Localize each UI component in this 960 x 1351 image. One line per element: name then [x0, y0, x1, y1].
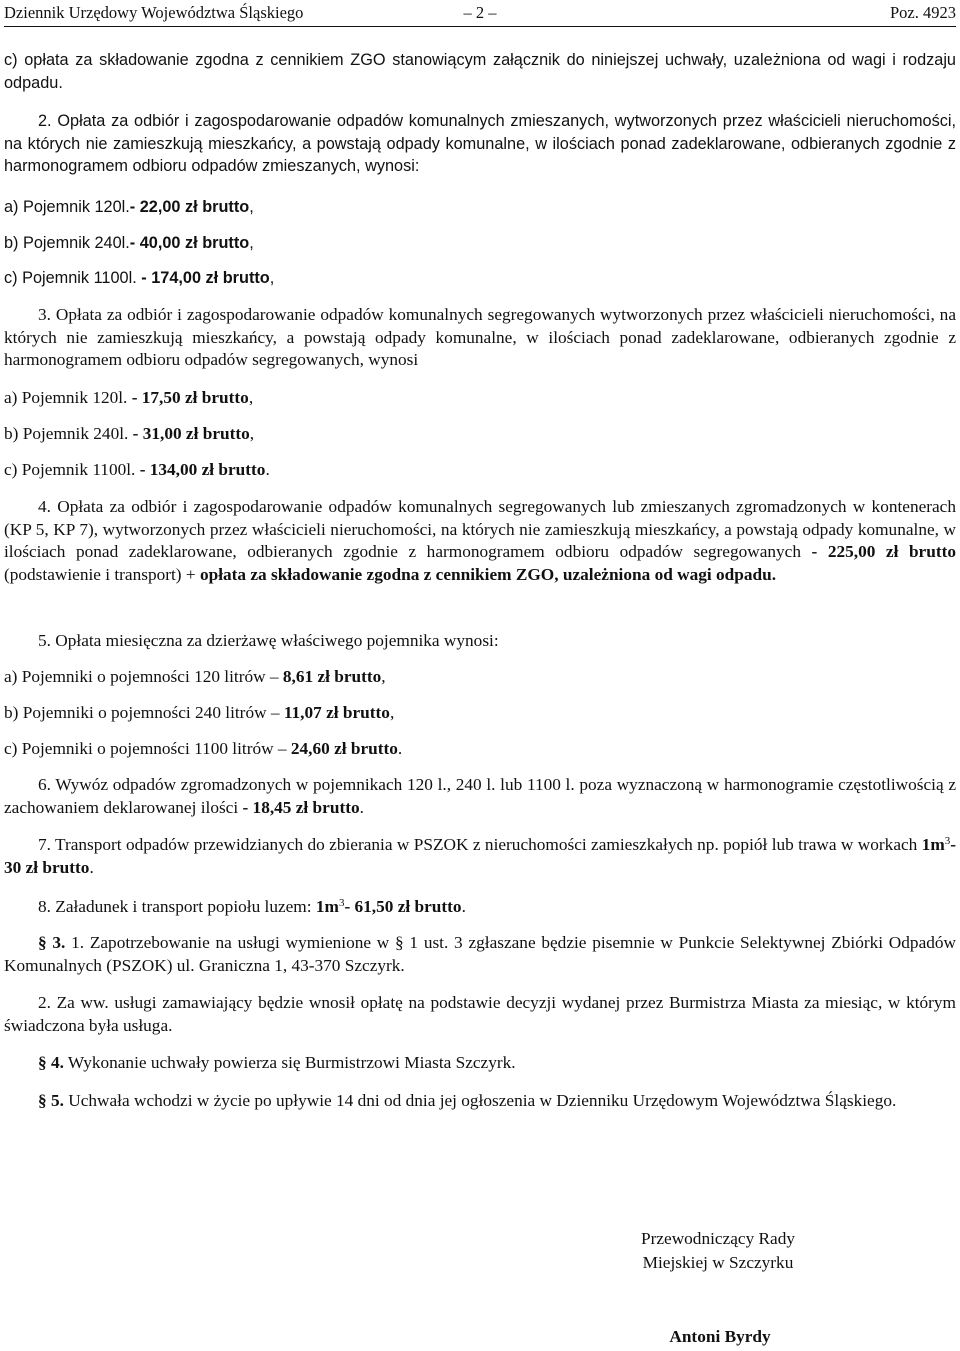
signature-role-line-2: Miejskiej w Szczyrku	[642, 1253, 794, 1272]
position-number: Poz. 4923	[890, 3, 956, 22]
paragraph-3-mark: § 3.	[38, 933, 66, 952]
section-8-text: 8. Załadunek i transport popiołu luzem: $1m^3-$ 61,50 zł brutto.	[38, 897, 466, 916]
section-6-text: 6. Wywóz odpadów zgromadzonych w pojemnikach 120 l., 240 l. lub 1100 l. poza wyznaczoną w harmonogramie częstotliwością z zachowaniem deklarowanej ilości - 18,45 zł brutto.	[4, 775, 956, 817]
section-3-body: Opłata za odbiór i zagospodarowanie odpadów komunalnych segregowanych wytworzonych przez właścicieli nieruchomości, na których nie zamieszkują mieszkańcy, a powstają odpady komunalne, w ilościach ponad zadeklarowane, odbieranych zgodnie z harmonogramem odbioru odpadów segregowanych, wynosi	[4, 305, 956, 369]
list-item: a) Pojemnik 120l.- 22,00 zł brutto,	[4, 198, 254, 216]
paragraph-5: § 5. Uchwała wchodzi w życie po upływie 14 dni od dnia jej ogłoszenia w Dzienniku Urzędowym Województwa Śląskiego.	[38, 1091, 897, 1110]
paragraph-3-point-1: § 3. 1. Zapotrzebowanie na usługi wymienione w § 1 ust. 3 zgłaszane będzie pisemnie w Punkcie Selektywnej Zbiórki Odpadów Komunalnych (PSZOK) ul. Graniczna 1, 43-370 Szczyrk.	[4, 933, 956, 975]
section-7-text: 7. Transport odpadów przewidzianych do zbierania w PSZOK z nieruchomości zamieszkałych np. popiół lub trawa w workach $1m^3-$ 30 zł brutto.	[4, 835, 956, 877]
list-item: b) Pojemnik 240l.- 40,00 zł brutto,	[4, 234, 254, 252]
section-4-text: 4. Opłata za odbiór i zagospodarowanie odpadów komunalnych segregowanych lub zmieszanych zgromadzonych w kontenerach (KP 5, KP 7), wytworzonych przez właścicieli nieruchomości, na których nie zamieszkują mieszkańcy, a powstają odpady komunalne, w ilościach ponad zadeklarowane, odbieranych zgodnie z harmonogramem odbioru odpadów segregowanych - 225,00 zł brutto (podstawienie i transport) + opłata za składowanie zgodna z cennikiem ZGO, uzależniona od wagi odpadu.	[4, 497, 956, 584]
page-header	[4, 2, 956, 27]
list-item: b) Pojemnik 240l. - 31,00 zł brutto,	[4, 424, 255, 443]
list-item: a) Pojemniki o pojemności 120 litrów – 8,61 zł brutto,	[4, 667, 386, 686]
paragraph-4: § 4. Wykonanie uchwały powierza się Burmistrzowi Miasta Szczyrk.	[38, 1053, 516, 1072]
section-2-number: 2.	[38, 112, 52, 130]
paragraph-4-mark: § 4.	[38, 1053, 64, 1072]
section-3-number: 3.	[38, 305, 51, 324]
list-item: c) Pojemnik 1100l. - 134,00 zł brutto.	[4, 460, 270, 479]
signature-name: Antoni Byrdy	[669, 1327, 771, 1346]
section-5-heading: 5. Opłata miesięczna za dzierżawę właściwego pojemnika wynosi:	[38, 631, 499, 650]
journal-title: Dziennik Urzędowy Województwa Śląskiego	[4, 3, 304, 22]
list-item: a) Pojemnik 120l. - 17,50 zł brutto,	[4, 388, 254, 407]
section-2-text	[4, 110, 956, 178]
page-number: – 2 –	[463, 3, 497, 22]
paragraph-3-point-2: 2. Za ww. usługi zamawiający będzie wnosił opłatę na podstawie decyzji wydanej przez Burmistrza Miasta za miesiąc, w którym świadczona była usługa.	[4, 993, 956, 1035]
section-2-body: Opłata za odbiór i zagospodarowanie odpadów komunalnych zmieszanych, wytworzonych przez właścicieli nieruchomości, na których nie zamieszkują mieszkańcy, a powstają odpady komunalne, w ilościach ponad zadeklarowane, odbieranych zgodnie z harmonogramem odbioru odpadów zmieszanych, wynosi:	[4, 112, 956, 175]
section-3-text	[4, 304, 956, 372]
signature-role-line-1: Przewodniczący Rady	[640, 1229, 796, 1248]
list-item: b) Pojemniki o pojemności 240 litrów – 11,07 zł brutto,	[4, 703, 395, 722]
list-item: c) Pojemnik 1100l. - 174,00 zł brutto,	[4, 269, 275, 287]
paragraph-1c: c) opłata za składowanie zgodna z cennikiem ZGO stanowiącym załącznik do niniejszej uchwały, uzależniona od wagi i rodzaju odpadu.	[4, 51, 956, 92]
paragraph-5-mark: § 5.	[38, 1091, 64, 1110]
list-item: c) Pojemniki o pojemności 1100 litrów – 24,60 zł brutto.	[4, 739, 403, 758]
